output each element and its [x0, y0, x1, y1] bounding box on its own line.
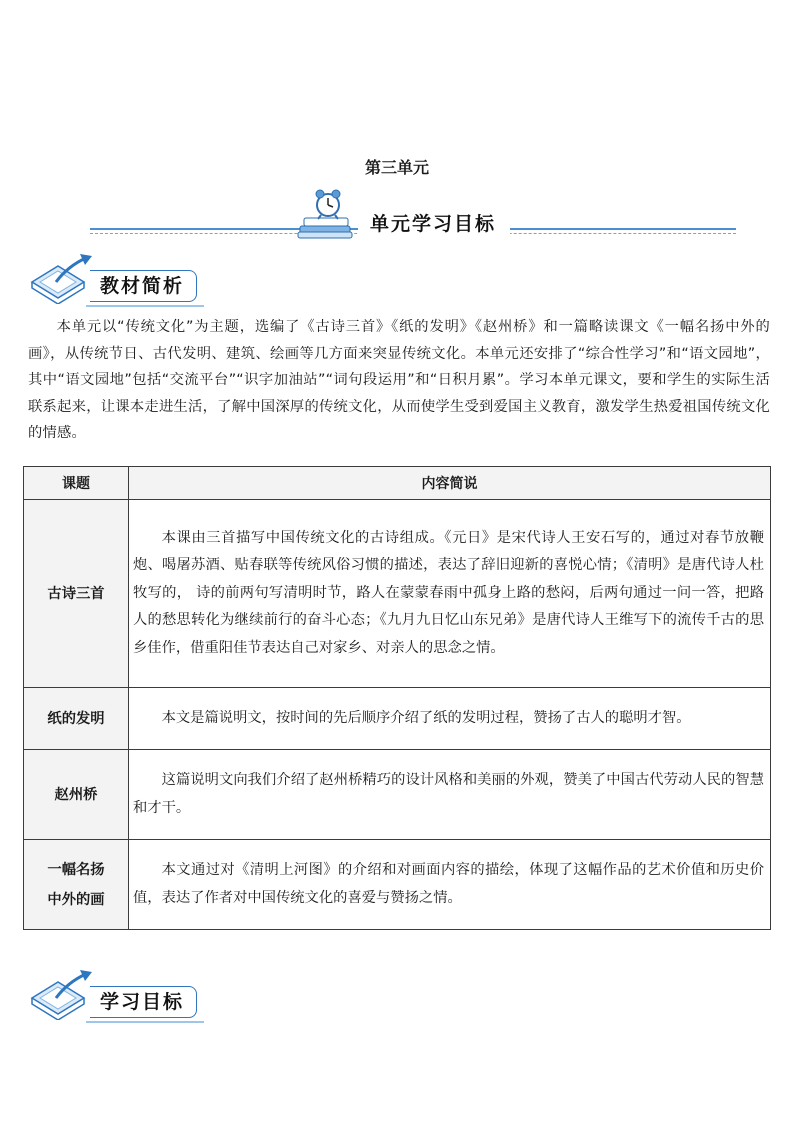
table-cell-topic — [24, 750, 129, 840]
table-row — [24, 688, 771, 750]
unit-title: 第三单元 — [364, 158, 429, 177]
table-cell-desc: 本课由三首描写中国传统文化的古诗组成。《元日》是宋代诗人王安石写的，通过对春节放鞭炮、喝屠苏酒、贴春联等传统风俗习惯的描述，表达了辞旧迎新的喜悦心情；《清明》是唐代诗人杜牧写的， 诗的前两句写清明时节，路人在蒙蒙春雨中孤身上路的愁闷，后两句通过一问一答，把路人的愁思转化为继续前行的奋斗心态；《九月九日忆山东兄弟》是唐代诗人王维写下的流传千古的思乡佳作，借重阳佳节表达自己对家乡、对亲人的思念之情。 — [129, 500, 771, 688]
section-header-learning-goals — [28, 968, 228, 1026]
table-row — [24, 840, 771, 930]
content-table — [23, 466, 771, 930]
topic-text: 古诗三首 — [47, 585, 105, 602]
folder-arrow-icon — [28, 252, 98, 304]
section-label: 学习目标 — [90, 986, 197, 1018]
topic-text: 一幅名扬 — [47, 861, 105, 878]
table-cell-topic — [24, 840, 129, 930]
unit-goals-banner — [90, 188, 736, 244]
section-label: 教材简析 — [90, 270, 197, 302]
topic-text: 中外的画 — [47, 891, 105, 908]
table-cell-desc: 本文是篇说明文，按时间的先后顺序介绍了纸的发明过程，赞扬了古人的聪明才智。 — [129, 688, 771, 750]
table-row — [24, 500, 771, 688]
topic-text: 赵州桥 — [54, 786, 98, 803]
folder-arrow-icon — [28, 968, 98, 1020]
table-cell-topic — [24, 500, 129, 688]
intro-paragraph: 本单元以“传统文化”为主题，选编了《古诗三首》《纸的发明》《赵州桥》和一篇略读课文《一幅名扬中外的画》，从传统节日、古代发明、建筑、绘画等几方面来突显传统文化。本单元还安排了“综合性学习”和“语文园地”，其中“语文园地”包括“交流平台”“识字加油站”“词句段运用”和“日积月累”。学习本单元课文，要和学生的实际生活联系起来，让课本走进生活，了解中国深厚的传统文化，从而使学生受到爱国主义教育，激发学生热爱祖国传统文化的情感。 — [28, 319, 770, 441]
table-header-summary: 内容简说 — [129, 467, 771, 500]
books-clock-icon — [296, 188, 356, 240]
table-header-topic: 课题 — [24, 467, 129, 500]
table-row — [24, 750, 771, 840]
table-cell-desc: 这篇说明文向我们介绍了赵州桥精巧的设计风格和美丽的外观，赞美了中国古代劳动人民的智慧和才干。 — [129, 750, 771, 840]
section-header-textbook-analysis — [28, 252, 228, 310]
table-cell-desc: 本文通过对《清明上河图》的介绍和对画面内容的描绘，体现了这幅作品的艺术价值和历史价值，表达了作者对中国传统文化的喜爱与赞扬之情。 — [129, 840, 771, 930]
topic-text: 纸的发明 — [47, 710, 105, 727]
banner-label: 单元学习目标 — [358, 210, 510, 238]
table-cell-topic — [24, 688, 129, 750]
table-header-row — [24, 467, 771, 500]
